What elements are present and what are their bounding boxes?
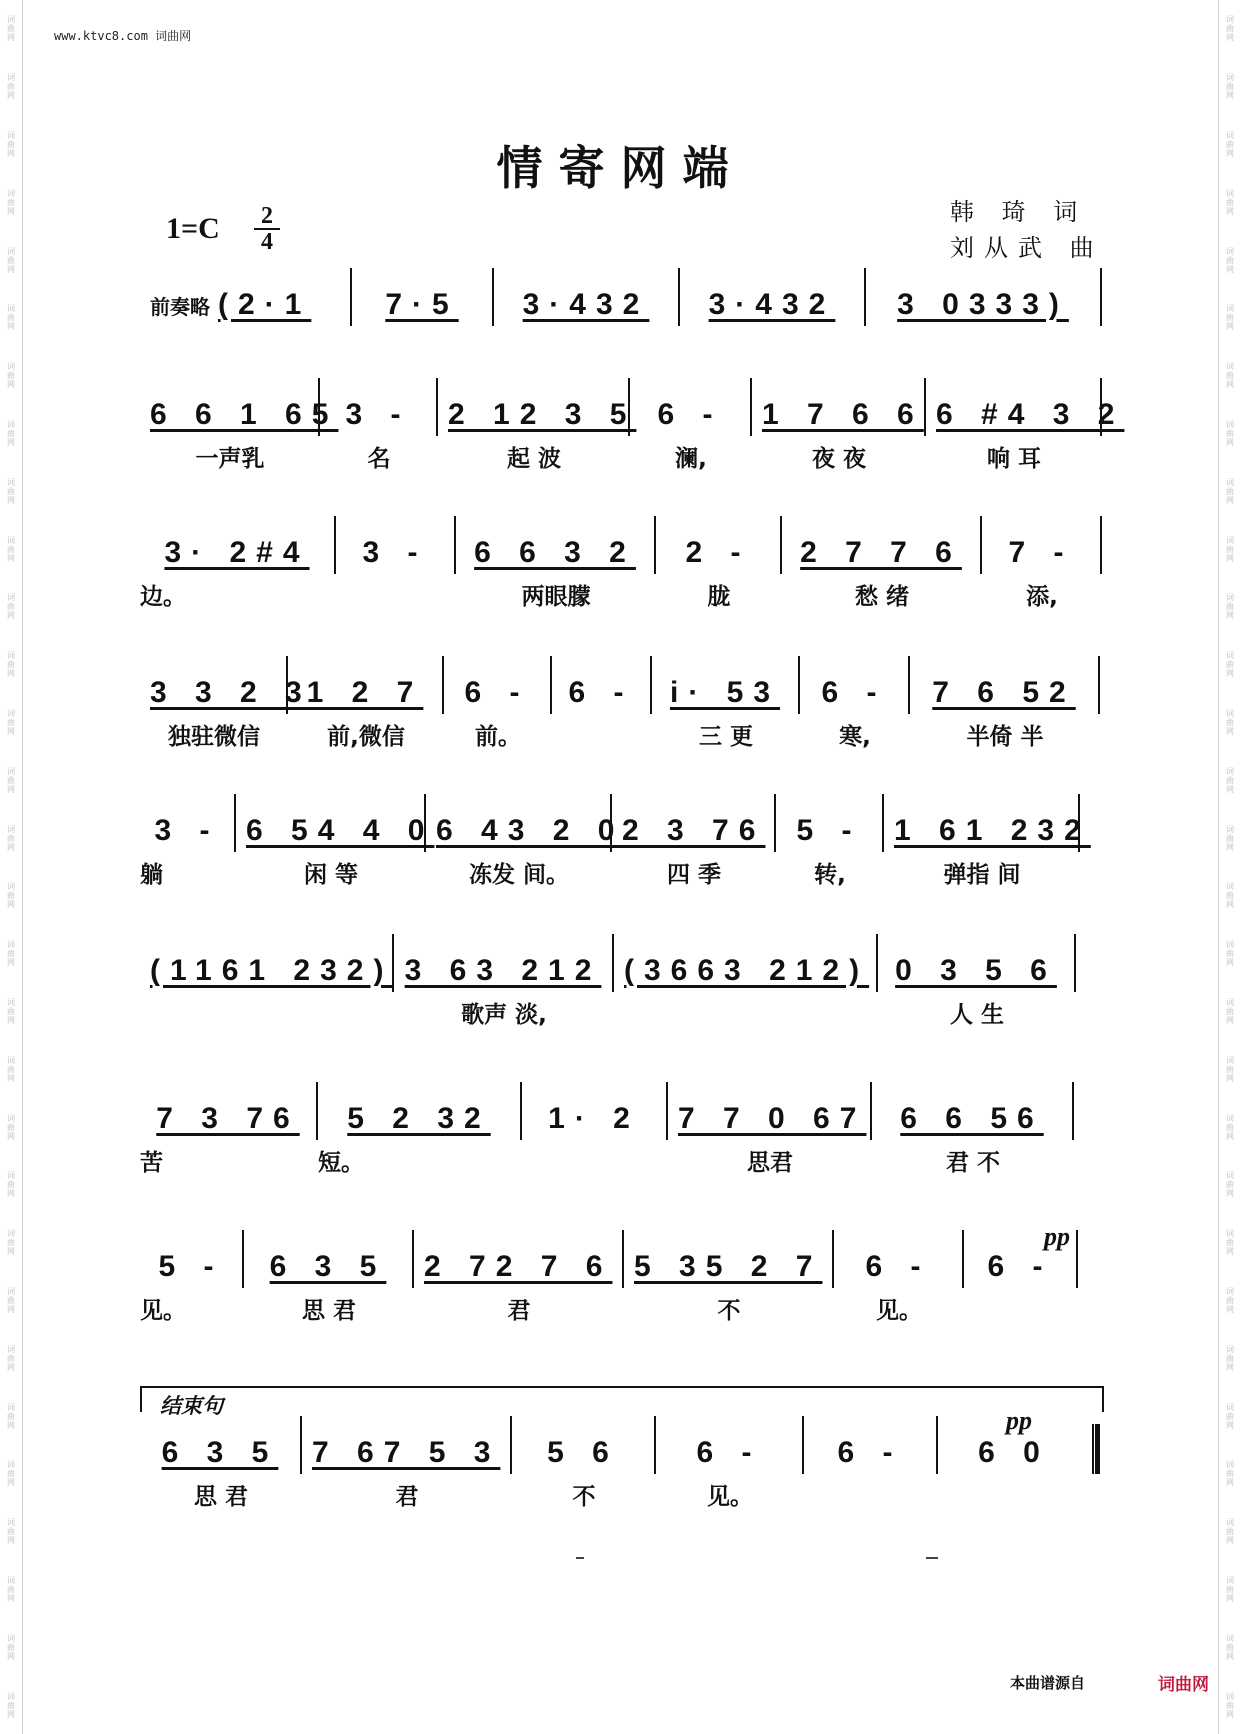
lyric-group: [426, 856, 612, 889]
measure: [444, 656, 552, 714]
measure-notes: 7·5: [385, 288, 459, 321]
side-watermark: 词曲网: [7, 1344, 15, 1372]
lyric-group: [318, 1144, 522, 1177]
measure: [140, 1230, 244, 1288]
side-watermark: 词曲网: [1226, 708, 1234, 736]
measure: [236, 794, 435, 852]
ending-bracket: [140, 1386, 1104, 1412]
measure-notes: 5 35 2 7: [634, 1250, 823, 1283]
measure: [140, 794, 236, 852]
key-signature: 1=C: [166, 212, 220, 245]
side-watermark: 词曲网: [7, 477, 15, 505]
source-label: 本曲谱源自: [1010, 1674, 1086, 1692]
side-watermark: 词曲网: [7, 188, 15, 216]
side-watermark: 词曲网: [7, 1402, 15, 1430]
measure: [438, 378, 637, 436]
right-watermark-strip: [1219, 0, 1241, 1734]
side-watermark: 词曲网: [7, 1460, 15, 1488]
side-watermark: 词曲网: [7, 1113, 15, 1141]
meter-top: 2: [254, 204, 280, 230]
measure-notes: 6 43 2 0: [436, 814, 625, 847]
measure: [926, 378, 1125, 436]
lyric-group: [656, 1478, 804, 1511]
lyric-group: [834, 1292, 964, 1325]
measure: [800, 656, 910, 714]
side-watermark: 词曲网: [7, 1229, 15, 1257]
lyric-group: [752, 440, 926, 473]
measure: [140, 1416, 302, 1474]
score-row: [140, 934, 1102, 1032]
lyric-text: 不: [717, 1297, 741, 1324]
measure: [982, 516, 1102, 574]
measure: [656, 516, 782, 574]
measure-notes: 2 72 7 6: [424, 1250, 613, 1283]
lyric-group: [982, 578, 1102, 611]
side-watermark: 词曲网: [1226, 535, 1234, 563]
lyric-group: [910, 718, 1100, 751]
side-watermark: 词曲网: [1226, 1229, 1234, 1257]
lyric-group: [140, 718, 288, 751]
measure: [494, 268, 680, 326]
lyric-text: 半倚 半: [966, 723, 1044, 750]
lyric-group: [668, 1144, 872, 1177]
measure-notes: 6 0: [978, 1436, 1050, 1469]
lyric-group: [244, 1292, 414, 1325]
site-url: www.ktvc8.com 词曲网: [54, 29, 192, 43]
side-watermark: 词曲网: [7, 1575, 15, 1603]
side-watermark: 词曲网: [1226, 1113, 1234, 1141]
score-row: [140, 794, 1102, 892]
right-edge-line: [1218, 0, 1219, 1734]
measure-notes: 6 -: [865, 1250, 931, 1283]
measure: [878, 934, 1076, 992]
side-watermark: 词曲网: [1226, 1575, 1234, 1603]
lyric-text: 人 生: [949, 1001, 1004, 1028]
measure: [522, 1082, 668, 1140]
side-watermark: 词曲网: [1226, 651, 1234, 679]
side-watermark: 词曲网: [7, 130, 15, 158]
side-watermark: 词曲网: [7, 1518, 15, 1546]
lyric-text: 胧: [707, 583, 731, 610]
lyric-text: 苦: [140, 1149, 163, 1176]
measure-notes: 7 3 76: [156, 1102, 300, 1135]
side-watermark: 词曲网: [7, 535, 15, 563]
lyric-text: 短。: [318, 1149, 364, 1176]
measure: [140, 656, 312, 714]
measure-notes: 5 -: [158, 1250, 224, 1283]
lyric-text: 君: [507, 1297, 531, 1324]
measure: [884, 794, 1091, 852]
measure-notes: 3 -: [345, 398, 411, 431]
measure-notes: 3 -: [362, 536, 428, 569]
measure-notes: 2 12 3 5: [448, 398, 637, 431]
measure-notes: 5 -: [796, 814, 862, 847]
lyric-text: 独驻微信: [168, 723, 260, 750]
side-watermark: 词曲网: [1226, 362, 1234, 390]
lyric-text: 歌声 淡,: [461, 1001, 547, 1028]
side-watermark: 词曲网: [7, 824, 15, 852]
lyric-text: 闲 等: [303, 861, 358, 888]
measure: [352, 268, 494, 326]
measure: [140, 1082, 318, 1140]
score-row-prelude: [140, 268, 1102, 326]
lyric-group: [652, 718, 800, 751]
side-watermark: 词曲网: [7, 1055, 15, 1083]
side-watermark: 词曲网: [1226, 304, 1234, 332]
lyric-group: [630, 440, 752, 473]
lyric-text: 见。: [140, 1297, 186, 1324]
lyric-text: 添,: [1026, 583, 1058, 610]
measure: [552, 656, 652, 714]
side-watermark: 词曲网: [7, 1633, 15, 1661]
lyric-group: [782, 578, 982, 611]
lyric-text: 四 季: [666, 861, 721, 888]
measure-notes: 1 7 6 6: [762, 398, 924, 431]
measure: [140, 378, 339, 436]
lyricist-credit: 韩 琦 词: [950, 198, 1088, 226]
measure: [140, 934, 394, 992]
measure-notes: 7 6 52: [932, 676, 1076, 709]
measure-notes: 7 67 5 3: [312, 1436, 501, 1469]
side-watermark: 词曲网: [1226, 419, 1234, 447]
side-watermark: 词曲网: [1226, 1286, 1234, 1314]
source-logo: 词曲网: [1158, 1675, 1209, 1695]
lyric-text: 两眼朦: [521, 583, 591, 610]
lyric-text: 弹指 间: [943, 861, 1021, 888]
score-row-ending: [140, 1416, 1102, 1514]
side-watermark: 词曲网: [1226, 15, 1234, 43]
side-watermark: 词曲网: [7, 246, 15, 274]
lyric-text: 前。: [475, 723, 521, 750]
measure: [302, 1416, 512, 1474]
measure-notes: 6 #4 3 2: [936, 398, 1125, 431]
measure-notes: (1161 232): [150, 954, 394, 987]
side-watermark: 词曲网: [7, 362, 15, 390]
measure: [394, 934, 614, 992]
lyric-text: 前,微信: [327, 723, 405, 750]
lyric-text: 三 更: [698, 723, 753, 750]
lyric-text: 见。: [707, 1483, 753, 1510]
lyric-group: [320, 440, 438, 473]
measure-notes: i· 53: [669, 676, 781, 709]
lyric-text: 君: [395, 1483, 419, 1510]
measure-notes: 6 3 5: [269, 1250, 387, 1283]
measure: [318, 1082, 522, 1140]
side-watermark: 词曲网: [1226, 1460, 1234, 1488]
measure: [426, 794, 625, 852]
measure-notes: 6 -: [696, 1436, 762, 1469]
lyric-group: [656, 578, 782, 611]
side-watermark: 词曲网: [7, 419, 15, 447]
measure-notes: 5 2 32: [347, 1102, 491, 1135]
side-watermark: 词曲网: [7, 651, 15, 679]
measure-notes: 2 3 76: [622, 814, 766, 847]
lyric-group: [140, 1292, 244, 1325]
measure-notes: 2 7 7 6: [800, 536, 962, 569]
lyric-group: [444, 718, 552, 751]
side-watermark: 词曲网: [7, 1171, 15, 1199]
side-watermark: 词曲网: [7, 15, 15, 43]
lyric-text: 冻发 间。: [468, 861, 569, 888]
dynamic-pianissimo: pp: [1044, 1222, 1070, 1251]
lyric-text: 愁 绪: [854, 583, 909, 610]
left-edge-line: [22, 0, 23, 1734]
lyric-group: [872, 1144, 1074, 1177]
prelude-label: 前奏略: [150, 295, 210, 319]
lyric-group: [140, 578, 336, 611]
lyric-group: [776, 856, 884, 889]
measure-notes: 3· 2#4: [164, 536, 310, 569]
side-watermark: 词曲网: [1226, 188, 1234, 216]
measure-notes: 2 -: [685, 536, 751, 569]
measure-notes: 1 61 232: [894, 814, 1091, 847]
side-watermark: 词曲网: [7, 766, 15, 794]
side-watermark: 词曲网: [7, 708, 15, 736]
measure: [336, 516, 456, 574]
song-title: 情寄网端: [496, 141, 745, 195]
measure: [630, 378, 752, 436]
lyric-group: [394, 996, 614, 1029]
measure-notes: 6 -: [464, 676, 530, 709]
side-watermark: 词曲网: [1226, 997, 1234, 1025]
measure-notes: 6 -: [837, 1436, 903, 1469]
measure-notes: 6 -: [568, 676, 634, 709]
measure: [910, 656, 1100, 714]
lyric-group: [512, 1478, 656, 1511]
composer-credit: 刘从武 曲: [950, 234, 1104, 262]
measure-notes: 7 7 0 67: [678, 1102, 867, 1135]
measure: [752, 378, 926, 436]
score-row: [140, 1082, 1102, 1180]
lyric-group: [236, 856, 426, 889]
side-watermark: 词曲网: [1226, 130, 1234, 158]
measure-notes: 1 2 7: [306, 676, 424, 709]
side-watermark: 词曲网: [1226, 1633, 1234, 1661]
side-watermark: 词曲网: [1226, 246, 1234, 274]
measure-notes: 6 6 56: [900, 1102, 1044, 1135]
lyric-text: 思君: [747, 1149, 793, 1176]
lyric-group: [414, 1292, 624, 1325]
side-watermark: 词曲网: [1226, 824, 1234, 852]
lyric-group: [884, 856, 1080, 889]
lyric-group: [612, 856, 776, 889]
measure-notes: 6 3 5: [161, 1436, 279, 1469]
measure: [140, 268, 352, 326]
measure-notes: 3 63 212: [404, 954, 602, 987]
final-barline: [1092, 1424, 1100, 1474]
side-watermark: 词曲网: [7, 73, 15, 101]
lyric-group: [800, 718, 910, 751]
side-watermark: 词曲网: [1226, 593, 1234, 621]
side-watermark: 词曲网: [7, 940, 15, 968]
side-watermark: 词曲网: [7, 1691, 15, 1719]
measure: [866, 268, 1102, 326]
measure-notes: 3 -: [154, 814, 220, 847]
side-watermark: 词曲网: [7, 593, 15, 621]
lyric-group: [140, 1478, 302, 1511]
measure: [624, 1230, 834, 1288]
lyric-group: [624, 1292, 834, 1325]
lyric-group: [438, 440, 630, 473]
lyric-text: 响 耳: [986, 445, 1041, 472]
lyric-text: 寒,: [839, 723, 871, 750]
lyric-text: 名: [367, 445, 391, 472]
lyric-text: 君 不: [945, 1149, 1000, 1176]
side-watermark: 词曲网: [1226, 766, 1234, 794]
meter-bottom: 4: [261, 229, 273, 255]
lyric-text: 夜 夜: [811, 445, 866, 472]
measure: [872, 1082, 1074, 1140]
measure-notes: 3·432: [708, 288, 836, 321]
measure: [456, 516, 656, 574]
measure: [614, 934, 878, 992]
measure-notes: 5 6: [547, 1436, 619, 1469]
measure: [512, 1416, 656, 1474]
measure: [804, 1416, 938, 1474]
lyric-text: 思 君: [193, 1483, 248, 1510]
measure-notes: (2·1: [218, 288, 312, 321]
score-row: [140, 656, 1102, 754]
side-watermark: 词曲网: [1226, 1402, 1234, 1430]
lyric-group: [140, 856, 236, 889]
measure-notes: 6 6 1 65: [150, 398, 339, 431]
lyric-text: 不: [572, 1483, 596, 1510]
lyric-text: 思 君: [301, 1297, 356, 1324]
lyric-text: 躺: [140, 861, 163, 888]
side-watermark: 词曲网: [1226, 940, 1234, 968]
measure-notes: 6 -: [987, 1250, 1053, 1283]
dynamic-pianissimo: pp: [1006, 1406, 1032, 1435]
measure: [244, 1230, 414, 1288]
time-signature: [254, 204, 280, 254]
score-row: [140, 1230, 1102, 1328]
lyric-group: [140, 440, 320, 473]
side-watermark: 词曲网: [1226, 882, 1234, 910]
score-row: [140, 378, 1125, 476]
side-watermark: 词曲网: [1226, 1344, 1234, 1372]
side-watermark: 词曲网: [1226, 1171, 1234, 1199]
measure-notes: 3 3 2 3: [150, 676, 312, 709]
lyric-group: [288, 718, 444, 751]
lyric-group: [302, 1478, 512, 1511]
lyric-text: 一声乳: [195, 445, 265, 472]
measure-notes: 6 -: [657, 398, 723, 431]
lyric-text: 见。: [876, 1297, 922, 1324]
lyric-text: 转,: [814, 861, 846, 888]
side-watermark: 词曲网: [1226, 1055, 1234, 1083]
lyric-text: 边。: [140, 583, 186, 610]
scan-mark: [926, 1557, 938, 1559]
measure: [414, 1230, 624, 1288]
measure-notes: 0 3 5 6: [895, 954, 1057, 987]
side-watermark: 词曲网: [7, 882, 15, 910]
measure-notes: 6 -: [821, 676, 887, 709]
measure: [782, 516, 982, 574]
measure: [652, 656, 800, 714]
measure: [680, 268, 866, 326]
side-watermark: 词曲网: [7, 1286, 15, 1314]
measure-notes: 1· 2: [548, 1102, 640, 1135]
lyric-group: [878, 996, 1076, 1029]
measure-notes: 3 0333): [897, 288, 1069, 321]
lyric-group: [926, 440, 1102, 473]
measure-notes: 6 54 4 0: [246, 814, 435, 847]
side-watermark: 词曲网: [1226, 477, 1234, 505]
lyric-group: [140, 1144, 318, 1177]
lyric-group: [456, 578, 656, 611]
side-watermark: 词曲网: [1226, 1691, 1234, 1719]
measure: [612, 794, 776, 852]
measure: [288, 656, 444, 714]
side-watermark: 词曲网: [1226, 73, 1234, 101]
measure: [834, 1230, 964, 1288]
measure: [140, 516, 336, 574]
measure: [776, 794, 884, 852]
side-watermark: 词曲网: [7, 304, 15, 332]
measure: [656, 1416, 804, 1474]
measure: [320, 378, 438, 436]
measure-notes: 7 -: [1008, 536, 1074, 569]
measure: [668, 1082, 872, 1140]
left-watermark-strip: [0, 0, 22, 1734]
side-watermark: 词曲网: [1226, 1518, 1234, 1546]
scan-mark: [576, 1557, 584, 1559]
score-row: [140, 516, 1102, 614]
measure-notes: (3663 212): [624, 954, 870, 987]
lyric-text: 澜,: [675, 445, 707, 472]
measure-notes: 3·432: [522, 288, 650, 321]
ending-label: 结束句: [160, 1394, 223, 1418]
side-watermark: 词曲网: [7, 997, 15, 1025]
lyric-text: 起 波: [506, 445, 561, 472]
measure-notes: 6 6 3 2: [474, 536, 636, 569]
